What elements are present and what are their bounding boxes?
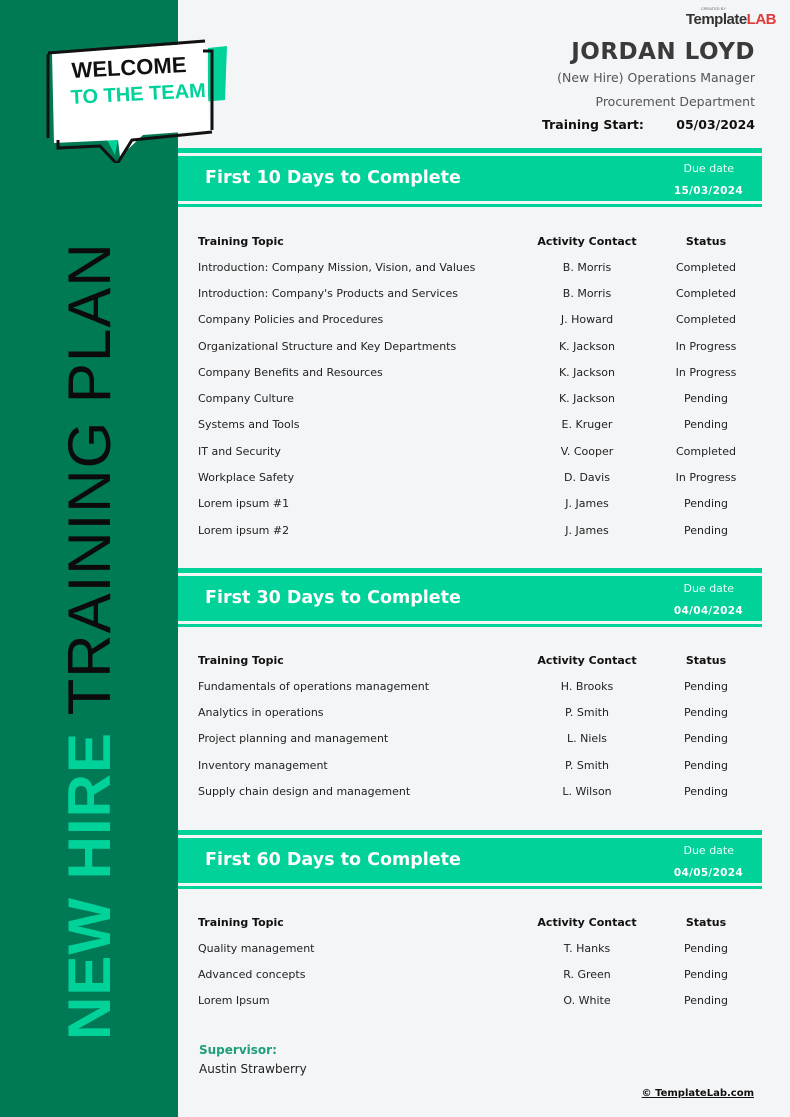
training-start-date: 05/03/2024 <box>676 117 755 132</box>
topic-cell: Advanced concepts <box>198 967 306 981</box>
band-divider <box>178 568 762 573</box>
contact-cell: T. Hanks <box>563 941 611 955</box>
welcome-line1: WELCOME <box>70 52 187 83</box>
column-header-contact: Activity Contact <box>537 915 637 929</box>
column-header-status: Status <box>685 234 727 248</box>
employee-department: Procurement Department <box>595 94 755 109</box>
contact-cell: B. Morris <box>562 260 612 274</box>
contact-cell: V. Cooper <box>560 444 614 458</box>
section-header-30-days <box>178 568 762 627</box>
section-header-60-days <box>178 830 762 889</box>
status-cell: Pending <box>684 523 728 537</box>
section-title: First 30 Days to Complete <box>205 588 461 608</box>
topic-cell: Organizational Structure and Key Departments <box>198 339 457 353</box>
band-divider <box>178 148 762 153</box>
table-header-row <box>198 909 758 935</box>
topic-cell: Workplace Safety <box>198 471 295 485</box>
topic-cell: Lorem ipsum #2 <box>198 523 290 537</box>
vertical-page-title <box>56 242 123 1040</box>
table-row <box>198 307 758 333</box>
status-cell: In Progress <box>675 471 737 485</box>
supervisor-name: Austin Strawberry <box>199 1062 307 1076</box>
table-row <box>198 699 758 725</box>
contact-cell: O. White <box>563 994 611 1008</box>
title-plain: TRAINING PLAN <box>56 242 123 716</box>
welcome-badge <box>40 18 240 163</box>
status-cell: Completed <box>676 444 736 458</box>
contact-cell: D. Davis <box>564 471 610 485</box>
table-row <box>198 988 758 1014</box>
brand-name-part2: LAB <box>746 11 776 28</box>
band-divider <box>178 886 762 889</box>
table-row <box>198 254 758 280</box>
table-row <box>198 778 758 804</box>
contact-cell: J. James <box>565 523 609 537</box>
contact-cell: L. Wilson <box>562 784 612 798</box>
due-date-label: Due date <box>683 162 734 175</box>
table-row <box>198 359 758 385</box>
training-table-10-days <box>198 228 758 543</box>
contact-cell: L. Niels <box>567 732 607 746</box>
brand-small-text: CREATED BY <box>700 6 726 11</box>
copyright-link[interactable]: © TemplateLab.com <box>641 1088 754 1099</box>
topic-cell: IT and Security <box>198 444 281 458</box>
column-header-status: Status <box>685 653 727 667</box>
topic-cell: Introduction: Company's Products and Services <box>198 286 458 300</box>
welcome-line2: TO THE TEAM <box>70 79 207 109</box>
table-row <box>198 491 758 517</box>
due-date-label: Due date <box>683 844 734 857</box>
band-divider <box>178 624 762 627</box>
status-cell: In Progress <box>675 365 737 379</box>
contact-cell: E. Kruger <box>561 418 613 432</box>
status-cell: Pending <box>684 784 728 798</box>
status-cell: Completed <box>676 286 736 300</box>
table-row <box>198 464 758 490</box>
contact-cell: B. Morris <box>562 286 612 300</box>
contact-cell: K. Jackson <box>558 339 616 353</box>
status-cell: Completed <box>676 313 736 327</box>
table-row <box>198 412 758 438</box>
status-cell: Pending <box>684 941 728 955</box>
due-date-label: Due date <box>683 582 734 595</box>
table-row <box>198 438 758 464</box>
table-row <box>198 673 758 699</box>
topic-cell: Project planning and management <box>198 732 389 746</box>
contact-cell: J. Howard <box>560 313 614 327</box>
employee-header <box>542 38 755 136</box>
contact-cell: J. James <box>565 497 609 511</box>
band-divider <box>178 830 762 835</box>
due-date-value: 15/03/2024 <box>673 185 743 197</box>
topic-cell: Lorem Ipsum <box>198 994 270 1008</box>
column-header-contact: Activity Contact <box>537 653 637 667</box>
contact-cell: K. Jackson <box>558 365 616 379</box>
training-start-label: Training Start: <box>541 117 644 132</box>
status-cell: In Progress <box>675 339 737 353</box>
topic-cell: Supply chain design and management <box>198 784 411 798</box>
table-header-row <box>198 228 758 254</box>
topic-cell: Analytics in operations <box>198 705 324 719</box>
training-table-30-days <box>198 647 758 804</box>
section-header-10-days <box>178 148 762 207</box>
status-cell: Pending <box>684 679 728 693</box>
table-row <box>198 752 758 778</box>
brand-name-part1: Template <box>685 11 747 28</box>
section-title: First 10 Days to Complete <box>205 168 461 188</box>
contact-cell: P. Smith <box>565 705 609 719</box>
contact-cell: R. Green <box>563 967 611 981</box>
topic-cell: Quality management <box>198 941 315 955</box>
column-header-contact: Activity Contact <box>537 234 637 248</box>
section-title: First 60 Days to Complete <box>205 850 461 870</box>
topic-cell: Company Culture <box>198 392 294 406</box>
status-cell: Pending <box>684 967 728 981</box>
status-cell: Pending <box>684 994 728 1008</box>
topic-cell: Company Benefits and Resources <box>198 365 383 379</box>
column-header-topic: Training Topic <box>198 653 284 667</box>
training-start-row <box>542 114 755 136</box>
topic-cell: Introduction: Company Mission, Vision, and Values <box>198 260 476 274</box>
table-row <box>198 333 758 359</box>
table-header-row <box>198 647 758 673</box>
employee-name: JORDAN LOYD <box>571 39 755 65</box>
band-divider <box>178 204 762 207</box>
table-row <box>198 935 758 961</box>
table-row <box>198 280 758 306</box>
topic-cell: Fundamentals of operations management <box>198 679 430 693</box>
status-cell: Pending <box>684 732 728 746</box>
topic-cell: Lorem ipsum #1 <box>198 497 290 511</box>
brand-logo <box>686 6 776 29</box>
topic-cell: Systems and Tools <box>198 418 300 432</box>
topic-cell: Company Policies and Procedures <box>198 313 384 327</box>
status-cell: Pending <box>684 758 728 772</box>
contact-cell: P. Smith <box>565 758 609 772</box>
due-date-value: 04/05/2024 <box>673 867 743 879</box>
topic-cell: Inventory management <box>198 758 328 772</box>
training-table-60-days <box>198 909 758 1014</box>
column-header-status: Status <box>685 915 727 929</box>
contact-cell: K. Jackson <box>558 392 616 406</box>
status-cell: Pending <box>684 705 728 719</box>
table-row <box>198 385 758 411</box>
contact-cell: H. Brooks <box>560 679 614 693</box>
table-row <box>198 726 758 752</box>
column-header-topic: Training Topic <box>198 234 284 248</box>
status-cell: Completed <box>676 260 736 274</box>
title-accent: NEW HIRE <box>56 732 123 1040</box>
employee-role: (New Hire) Operations Manager <box>557 70 755 85</box>
table-row <box>198 961 758 987</box>
column-header-topic: Training Topic <box>198 915 284 929</box>
status-cell: Pending <box>684 392 728 406</box>
due-date-value: 04/04/2024 <box>673 605 743 617</box>
supervisor-block <box>199 1042 307 1080</box>
status-cell: Pending <box>684 497 728 511</box>
supervisor-label: Supervisor: <box>199 1043 277 1057</box>
table-row <box>198 517 758 543</box>
status-cell: Pending <box>684 418 728 432</box>
